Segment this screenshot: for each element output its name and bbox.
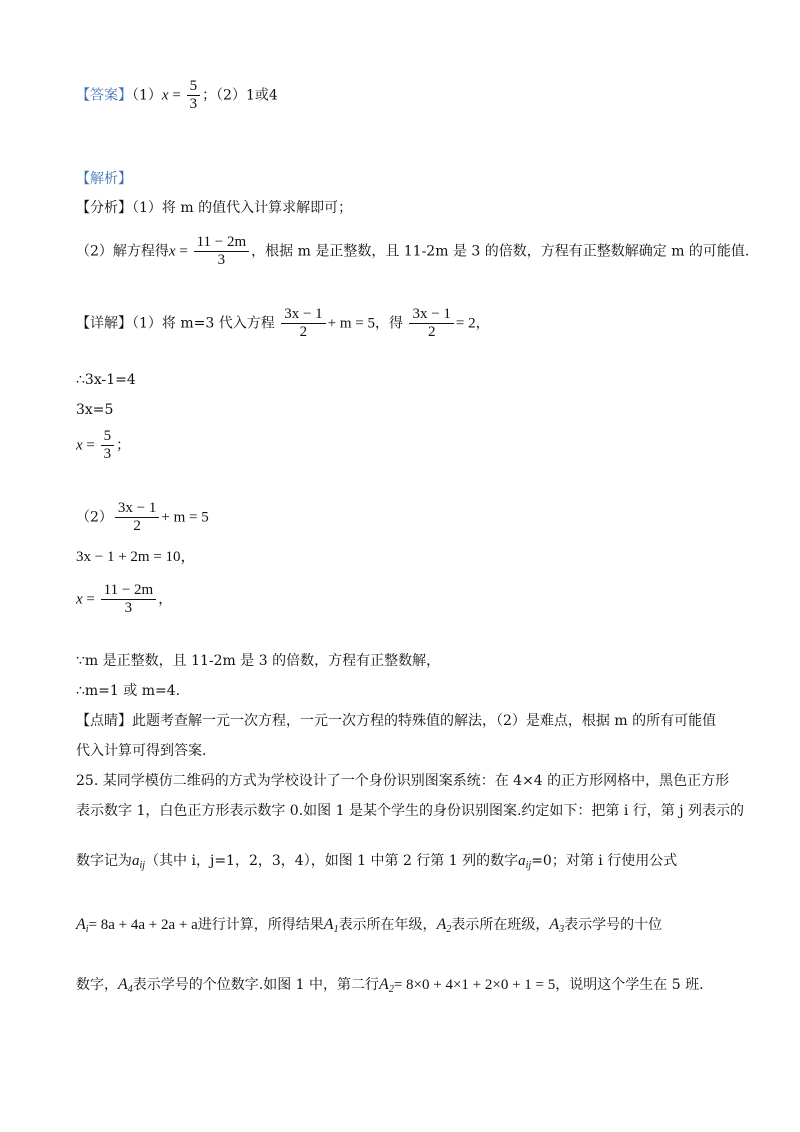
detail-therefore: ∴m=1 或 m=4.: [76, 683, 181, 699]
detail-label: 【详解】: [76, 315, 132, 332]
detail-step2: 3x=5: [76, 402, 114, 418]
answer-label: 【答案】: [76, 87, 132, 104]
detail-part2-eq: （2） $\frac{3x - 1}{2}$ + m = 5: [76, 500, 209, 534]
comment-line1: 【点睛】此题考查解一元一次方程，一元一次方程的特殊值的解法，（2）是难点，根据 m 的所有可能值: [76, 713, 717, 729]
comment-line2: 代入计算可得到答案.: [76, 743, 207, 759]
detail-part2-line3: x = $\frac{11 - 2m}{3}$ ，: [76, 582, 173, 616]
fenxi-text: （1）将 m 的值代入计算求解即可；: [132, 200, 353, 216]
answer-part1: （1）: [132, 87, 162, 104]
comment-label: 【点睛】: [76, 713, 132, 729]
q25-line1: 25. 某同学模仿二维码的方式为学校设计了一个身份识别图案系统：在 4×4 的正方形网格中，黑色正方形: [76, 773, 730, 789]
detail-step3: x = $\frac{5}{3}$ ；: [76, 428, 131, 462]
analysis-label: 【解析】: [76, 171, 132, 187]
answer-line: 【答案】（1）x = $\frac{5}{3}$ ；（2）1或4: [76, 78, 278, 112]
q25-line3: 数字记为$a_{ij}$（其中 i，j=1，2，3，4），如图 1 中第 2 行第 1 列的数字$a_{ij}=0$；对第 i 行使用公式: [76, 853, 678, 871]
detail-part2-line2: 3x − 1 + 2m = 10，: [76, 549, 196, 565]
q25-line2: 表示数字 1，白色正方形表示数字 0.如图 1 是某个学生的身份识别图案.约定如下：把第 i 行，第 j 列表示的: [76, 803, 745, 819]
answer-fraction: $\frac{5}{3}$: [187, 78, 201, 113]
detail-because: ∵m 是正整数，且 11-2m 是 3 的倍数，方程有正整数解，: [76, 653, 441, 669]
analysis-fraction: $\frac{11 - 2m}{3}$: [194, 234, 250, 269]
detail-line1: 【详解】（1）将 m=3 代入方程 $\frac{3x - 1}{2}$ + m = 5，得 $\frac{3x - 1}{2}$ = 2，: [76, 306, 490, 340]
q25-line5: 数字，$A_4$表示学号的个位数字.如图 1 中，第二行$A_2= 8\times 0 + 4\times 1 + 2\times 0 + 1 = 5$，说明这个学生在 5 班.: [76, 976, 704, 995]
analysis-line2: （2）解方程得x = $\frac{11 - 2m}{3}$ ，根据 m 是正整数，且 11-2m 是 3 的倍数，方程有正整数解确定 m 的可能值.: [76, 234, 750, 268]
q25-line4: $A_i= 8a + 4a + 2a + a$进行计算，所得结果$A_1$表示所在年级，$A_2$表示所在班级，$A_3$表示学号的十位: [76, 916, 663, 935]
fenxi-line: [76, 199, 352, 217]
fenxi-label: 【分析】: [76, 200, 132, 216]
detail-step1: ∴3x-1=4: [76, 372, 136, 388]
answer-rest: ；（2）1或4: [202, 87, 278, 104]
